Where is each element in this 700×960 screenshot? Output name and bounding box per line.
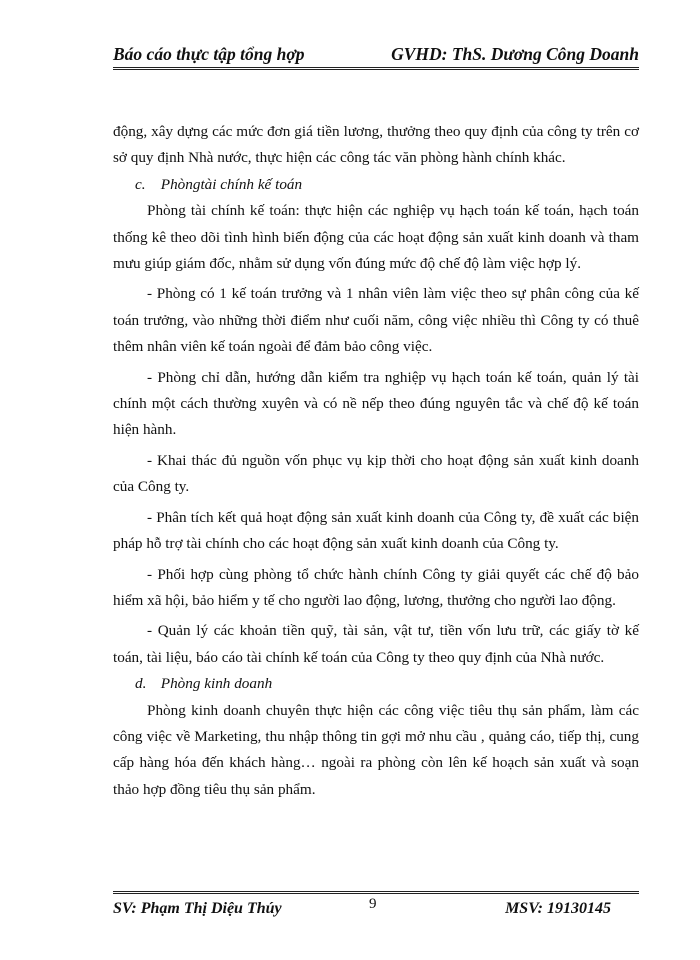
section-title: Phòng kinh doanh <box>160 675 273 693</box>
paragraph-finance-guidance: - Phòng chỉ dẫn, hướng dẫn kiểm tra nghiệp vụ hạch toán kế toán, quản lý tài chính một cách thường xuyên và có nề nếp theo đúng nguyên tắc và chế độ kế toán hiện hành. <box>113 368 639 439</box>
section-label: c. <box>135 175 146 193</box>
page-number: 9 <box>369 896 377 912</box>
section-heading-finance <box>113 172 639 198</box>
document-body <box>113 119 639 803</box>
section-heading-business <box>113 671 639 697</box>
page-footer <box>113 898 639 922</box>
paragraph-finance-staff: - Phòng có 1 kế toán trưởng và 1 nhân viên làm việc theo sự phân công của kế toán trưởng, vào những thời điểm như cuối năm, công việc nhiều thì Công ty có thuê thêm nhân viên kế toán ngoài để đảm bảo công việc. <box>113 285 639 356</box>
advisor-name: GVHD: ThS. Dương Công Doanh <box>391 44 639 64</box>
paragraph-finance-insurance: - Phối hợp cùng phòng tổ chức hành chính Công ty giải quyết các chế độ bảo hiểm xã hội, bảo hiểm y tế cho người lao động, lương, thưởng cho người lao động. <box>113 565 639 609</box>
paragraph-finance-analysis: - Phân tích kết quả hoạt động sản xuất kinh doanh của Công ty, đề xuất các biện pháp hỗ trợ tài chính cho các hoạt động sản xuất kinh doanh của Công ty. <box>113 508 639 553</box>
paragraph-finance-intro: Phòng tài chính kế toán: thực hiện các nghiệp vụ hạch toán kế toán, hạch toán thống kê theo dõi tình hình biến động của các hoạt động sản xuất kinh doanh và tham mưu giúp giám đốc, nhằm sử dụng vốn đúng mức độ chế độ làm việc hợp lý. <box>113 202 639 273</box>
student-name: SV: Phạm Thị Diệu Thúy <box>113 900 282 917</box>
footer-rule <box>113 891 639 894</box>
student-id: MSV: 19130145 <box>505 900 611 917</box>
paragraph-finance-capital: - Khai thác đủ nguồn vốn phục vụ kịp thời cho hoạt động sản xuất kinh doanh của Công ty. <box>113 451 639 496</box>
section-label: d. <box>135 675 147 693</box>
report-title: Báo cáo thực tập tổng hợp <box>113 44 305 64</box>
header-rule <box>113 67 639 70</box>
section-title: Phòngtài chính kế toán <box>160 175 303 193</box>
page-header <box>113 44 639 65</box>
paragraph-business: Phòng kinh doanh chuyên thực hiện các công việc tiêu thụ sản phẩm, làm các công việc về Marketing, thu nhập thông tin gợi mở nhu cầu , quảng cáo, tiếp thị, cung cấp hàng hóa đến khách hàng… ngoài ra phòng còn lên kế hoạch sản xuất và soạn thảo hợp đồng tiêu thụ sản phẩm. <box>113 701 639 798</box>
paragraph-finance-assets: - Quản lý các khoản tiền quỹ, tài sản, vật tư, tiền vốn lưu trữ, các giấy tờ kế toán, tài liệu, báo cáo tài chính kế toán của Công ty theo quy định của Nhà nước. <box>113 622 639 666</box>
paragraph-continuation: động, xây dựng các mức đơn giá tiền lương, thưởng theo quy định của công ty trên cơ sở quy định Nhà nước, thực hiện các công tác văn phòng hành chính khác. <box>113 123 639 167</box>
